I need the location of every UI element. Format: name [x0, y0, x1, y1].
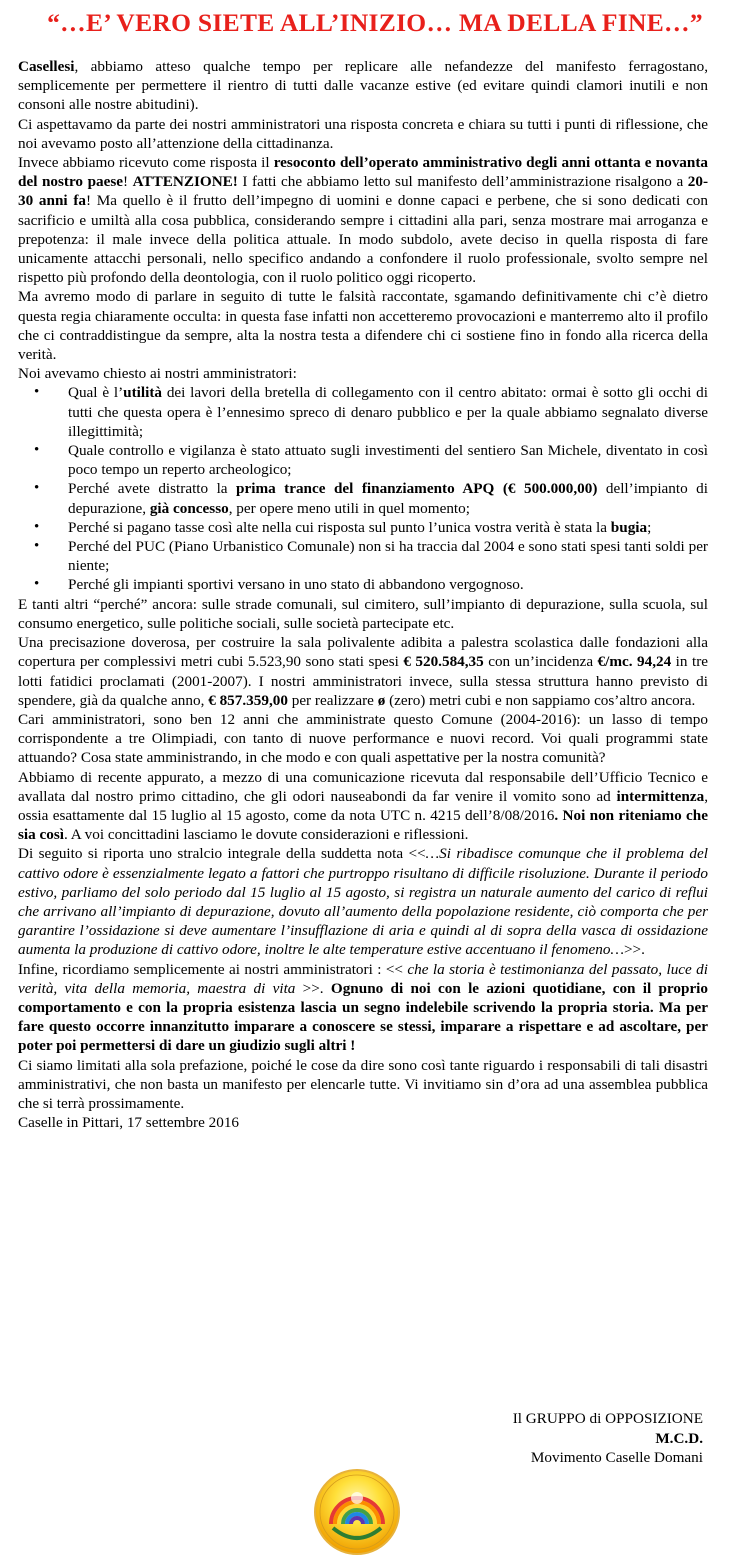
paragraph-2: Ci aspettavamo da parte dei nostri amministratori una risposta concreta e chiara su tutti i punti di riflessione, che noi avevamo posto all’attenzione della cittadinanza.	[18, 115, 708, 152]
list-item: • Perché si pagano tasse così alte nella cui risposta sul punto l’unica vostra verità è stata la bugia;	[68, 518, 708, 537]
signature-movement: Movimento Caselle Domani	[530, 1449, 703, 1466]
list-item: • Perché avete distratto la prima trance del finanziamento APQ (€ 500.000,00) dell’impianto di depurazione, già concesso, per opere meno utili in quel momento;	[68, 479, 708, 517]
paragraph-6: E tanti altri “perché” ancora: sulle strade comunali, sul cimitero, sull’impianto di depurazione, sulla scuola, sul consumo energetico, sulle politiche sociali, sulle società partecipate etc.	[18, 595, 708, 632]
document-body	[18, 57, 708, 1132]
paragraph-5: Noi avevamo chiesto ai nostri amministratori:	[18, 365, 297, 383]
paragraph-9: Abbiamo di recente appurato, a mezzo di una comunicazione ricevuta dal responsabile dell’Ufficio Tecnico e avallata dal nostro primo cittadino, che gli odori nauseabondi da far venire il vomito sono ad intermittenza, ossia esattamente dal 15 luglio al 15 agosto, come da nota UTC n. 4215 dell’8/08/2016. Noi non riteniamo che sia così. A voi concittadini lasciamo le dovute considerazioni e riflessioni.	[18, 768, 708, 844]
list-item: • Quale controllo e vigilanza è stato attuato sugli investimenti del sentiero San Michele, diventato in così poco tempo un reperto archeologico;	[68, 441, 708, 479]
list-item: • Qual è l’utilità dei lavori della bretella di collegamento con il centro abitato: ormai è sotto gli occhi di tutti che questa opera è l’ennesimo spreco di denaro pubblico e per la quale abbiamo segnalato diverse illegittimità;	[68, 383, 708, 441]
signature-group: Il GRUPPO di OPPOSIZIONE	[512, 1410, 703, 1427]
paragraph-10: Di seguito si riporta uno stralcio integrale della suddetta nota <<…Si ribadisce comunque che il problema del cattivo odore è essenzialmente legato a fattori che purtroppo risultano di difficile risoluzione. Durante il periodo estivo, parliamo del solo periodo dal 15 luglio al 15 agosto, si registra un naturale aumento del carico di reflui che arrivano all’impianto di depurazione, dovuto all’aumento della popolazione residente, ciò comporta che per garantire l’ossidazione si deve aumentare l’insufflazione di aria e quindi al di sopra della vasca di ossidazione aumenta la produzione di cattivo odore, inoltre le alte temperature estive accentuano il fenomeno…>>.	[18, 845, 708, 959]
paragraph-intro: Casellesi, abbiamo atteso qualche tempo per replicare alle nefandezze del manifesto ferragostano, semplicemente per permettere il rientro di tutti dalle vacanze estive (ed evitare quindi clamori inutili e non consoni alle nostre abitudini).	[18, 58, 708, 114]
paragraph-8: Cari amministratori, sono ben 12 anni che amministrate questo Comune (2004-2016): un lasso di tempo corrispondente a tre Olimpiadi, con tanto di nuove performance e nuovi record. Voi quali programmi state attuando? Cosa state amministrando, in che modo e con quali aspettative per la nostra comunità?	[18, 710, 708, 767]
questions-list	[18, 383, 708, 594]
list-item: • Perché gli impianti sportivi versano in uno stato di abbandono vergognoso.	[68, 575, 708, 594]
paragraph-7: Una precisazione doverosa, per costruire la sala polivalente adibita a palestra scolastica dalle fondazioni alla copertura per complessivi metri cubi 5.523,90 sono stati spesi € 520.584,35 con un’incidenza €/mc. 94,24 in tre lotti fatidici proclamati (2001-2007). I nostri amministratori invece, sulla stessa struttura hanno previsto di spendere, già da qualche anno, € 857.359,00 per realizzare ø (zero) metri cubi e non sappiamo cos’altro ancora.	[18, 634, 708, 709]
document-title: “…E’ VERO SIETE ALL’INIZIO… MA DELLA FINE…”	[47, 8, 703, 37]
list-item: • Perché del PUC (Piano Urbanistico Comunale) non si ha traccia dal 2004 e sono stati spesi tanti soldi per niente;	[68, 537, 708, 575]
paragraph-3: Invece abbiamo ricevuto come risposta il resoconto dell’operato amministrativo degli anni ottanta e novanta del nostro paese! ATTENZIONE! I fatti che abbiamo letto sul manifesto dell’amministrazione risalgono a 20-30 anni fa! Ma quello è il frutto dell’impegno di uomini e donne capaci e perbene, che si sono dedicati con sacrificio e umiltà alla cosa pubblica, considerando sempre i cittadini alla pari, senza mostrare mai arroganza e prepotenza: il male invece della politica attuale. In modo subdolo, avete deciso in quella risposta di fare unicamente attacchi personali, nello specifico andando a confondere il ruolo professionale, svolto sempre nel rispetto più profondo della deontologia, con il ruolo politico oggi ricoperto.	[18, 154, 708, 287]
signature-acronym: M.C.D.	[655, 1429, 703, 1447]
rainbow-sun-logo-icon	[313, 1468, 401, 1556]
paragraph-11: Infine, ricordiamo semplicemente ai nostri amministratori : << che la storia è testimonianza del passato, luce di verità, vita della memoria, maestra di vita >>. Ognuno di noi con le azioni quotidiane, con il proprio comportamento e con la propria esistenza lascia un segno indelebile scrivendo la propria storia. Ma per fare questo occorre innanzitutto imparare a conoscere se stessi, imparare a rispettare e ad ascoltare, per poter poi permettersi di dare un giudizio sugli altri !	[18, 960, 708, 1055]
paragraph-12: Ci siamo limitati alla sola prefazione, poiché le cose da dire sono così tante riguardo i responsabili di tali disastri amministrativi, che non basta un manifesto per elencarle tutte. Vi invitiamo sin d’ora ad una assemblea pubblica che si terrà prossimamente.	[18, 1056, 708, 1112]
paragraph-4: Ma avremo modo di parlare in seguito di tutte le falsità raccontate, sgamando definitivamente chi c’è dietro questa regia chiaramente occulta: in questa fase infatti non accetteremo provocazioni e manterremo alto il profilo che ci contraddistingue da sempre, alta la nostra testa a difendere chi ci sostiene fino in fondo alla ricerca della verità.	[18, 288, 708, 364]
signature-block	[513, 1409, 703, 1468]
date-line: Caselle in Pittari, 17 settembre 2016	[18, 1114, 240, 1132]
